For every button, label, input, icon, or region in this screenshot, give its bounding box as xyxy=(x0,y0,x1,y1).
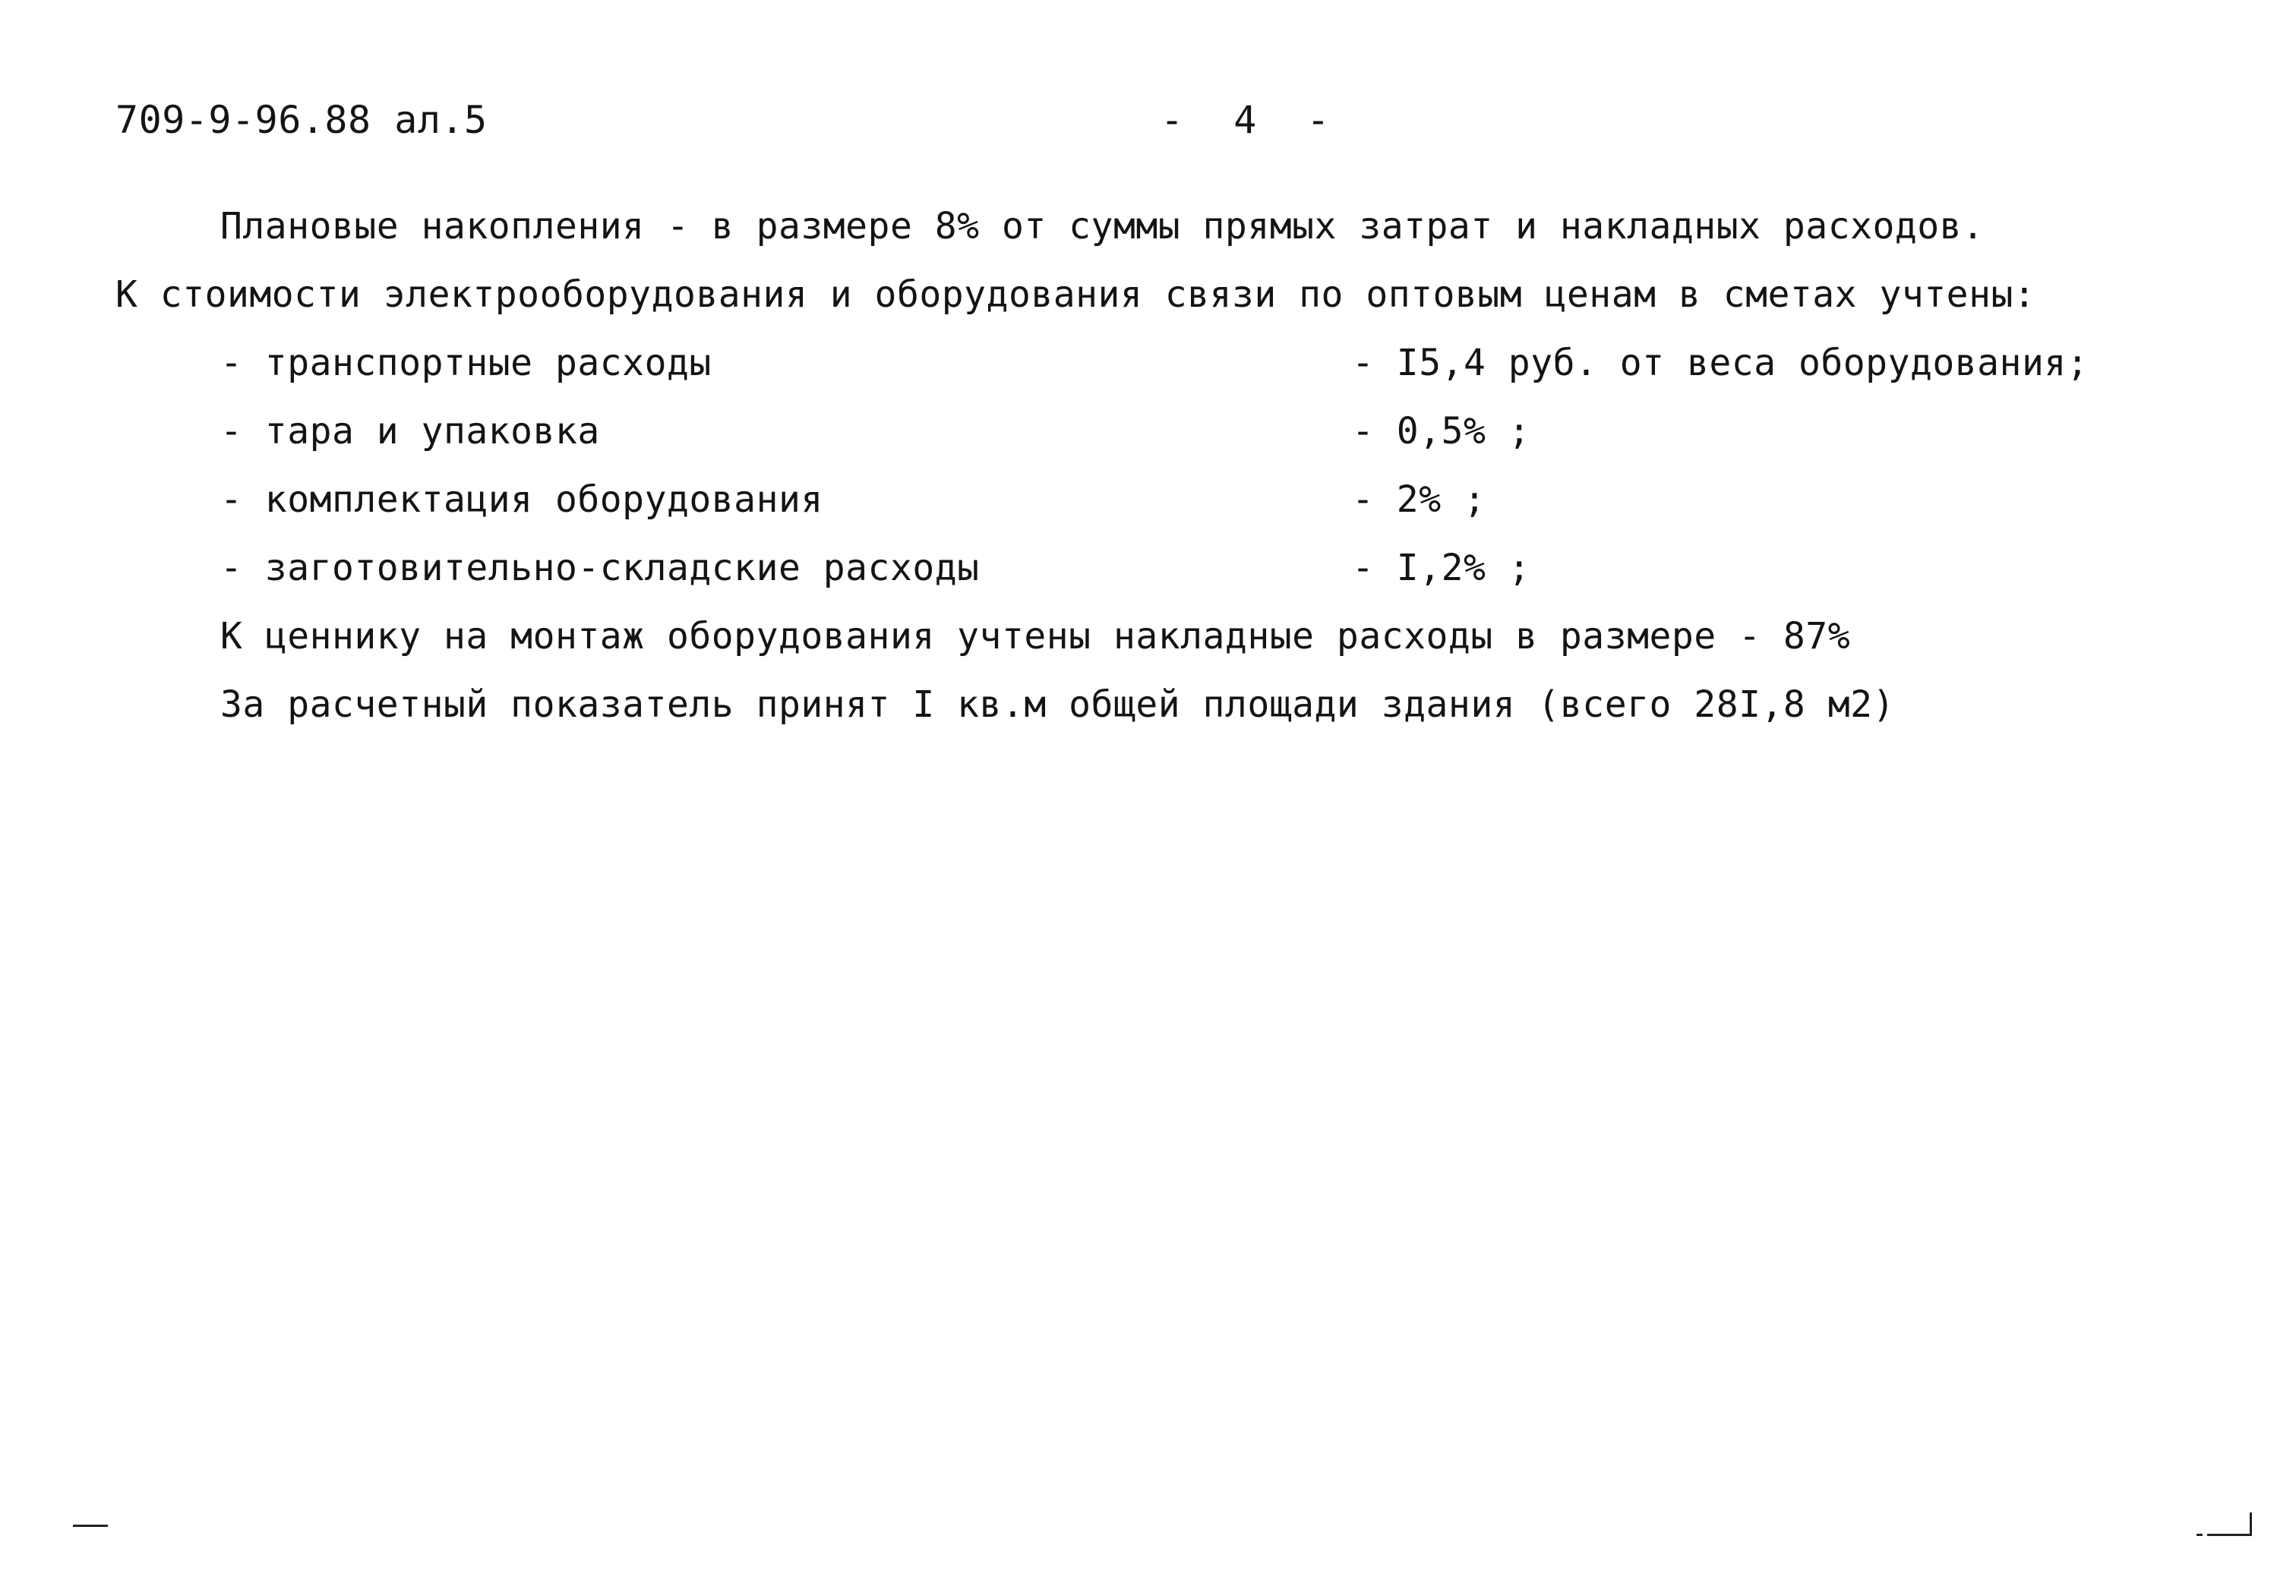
paragraph-calculation-indicator: За расчетный показатель принят I кв.м общей площади здания (всего 28I,8 м2) xyxy=(220,683,1895,726)
paragraph-planned-savings: Плановые накопления - в размере 8% от суммы прямых затрат и накладных расходов. xyxy=(220,205,1985,248)
paragraph-mounting-overhead: К ценнику на монтаж оборудования учтены накладные расходы в размере - 87% xyxy=(220,615,1851,658)
list-item-label: - тара и упаковка xyxy=(220,410,600,453)
list-item-label: - транспортные расходы xyxy=(220,342,712,384)
page-number: - 4 - xyxy=(1161,98,1344,142)
list-item-label: - комплектация оборудования xyxy=(220,478,823,521)
list-item-value: - 0,5% ; xyxy=(1352,410,1531,453)
list-item-value: - I5,4 руб. от веса оборудования; xyxy=(1352,342,2089,384)
corner-mark-right xyxy=(2207,1512,2252,1536)
document-code: 709-9-96.88 ал.5 xyxy=(115,98,488,142)
list-item-label: - заготовительно-складские расходы xyxy=(220,547,980,589)
list-item-value: - 2% ; xyxy=(1352,478,1486,521)
corner-mark-left xyxy=(73,1525,108,1527)
list-item-value: - I,2% ; xyxy=(1352,547,1531,589)
paragraph-cost-intro: К стоимости электрооборудования и оборудования связи по оптовым ценам в сметах учтены: xyxy=(115,273,2036,316)
